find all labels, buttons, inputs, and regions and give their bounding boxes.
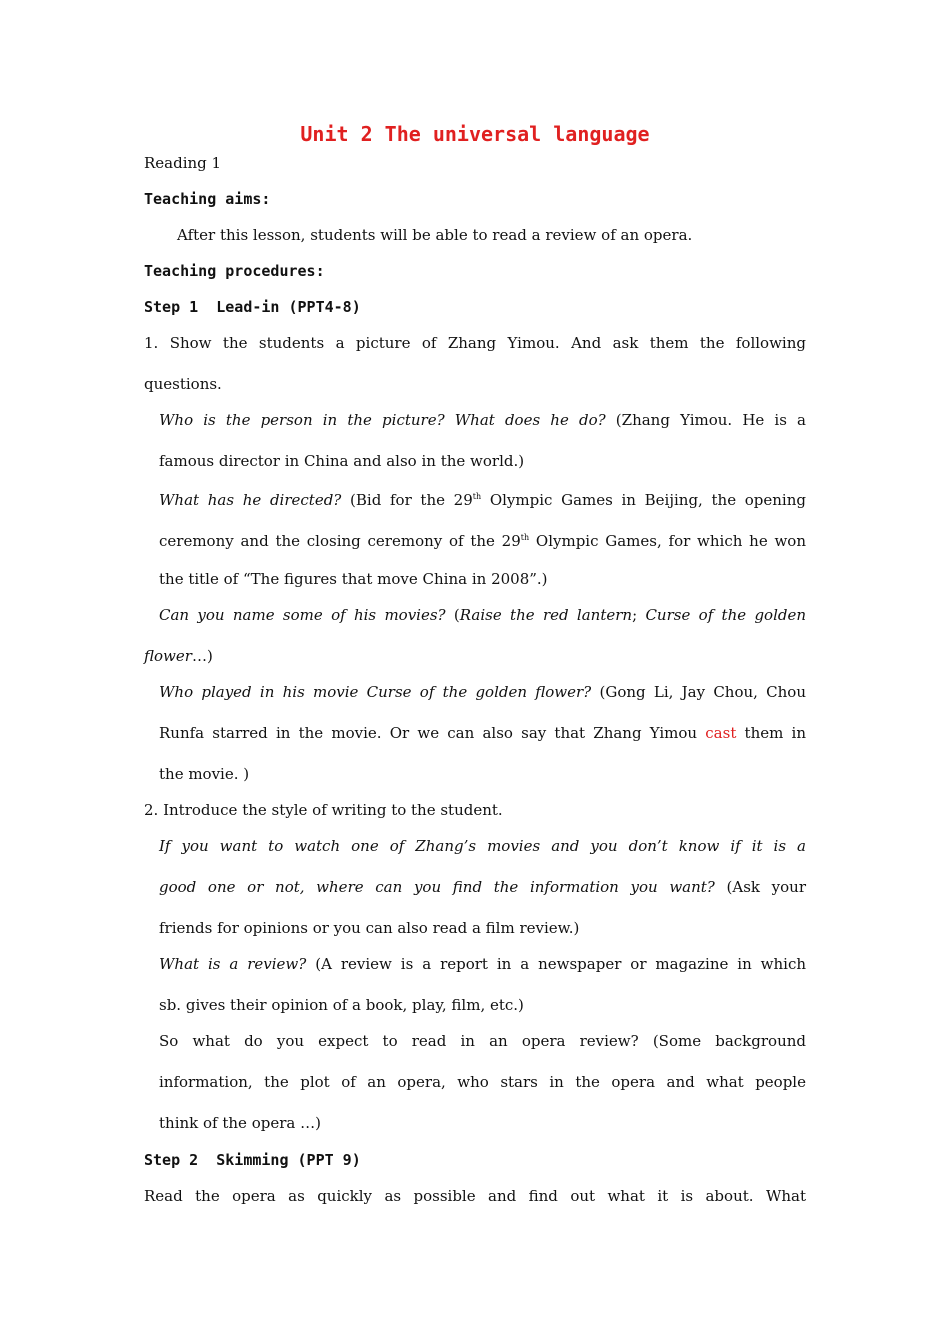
q5-line1: If you want to watch one of Zhang’s movies and you don’t know if it is a xyxy=(159,837,806,855)
q1-line2: famous director in China and also in the world.) xyxy=(159,452,525,470)
subtitle: Reading 1 xyxy=(144,154,222,172)
q6-answer-a: (A review is a report in a newspaper or magazine in which xyxy=(306,955,807,973)
q3-close: …) xyxy=(191,647,213,665)
ordinal-sup: th xyxy=(520,533,530,542)
ordinal-sup: th xyxy=(472,492,482,501)
q4-answer-a: (Gong Li, Jay Chou, Chou xyxy=(591,683,806,701)
q3-question: Can you name some of his movies? xyxy=(159,606,446,624)
step2-heading: Step 2 Skimming (PPT 9) xyxy=(144,1151,361,1169)
q1-question: Who is the person in the picture? What does he do? xyxy=(159,411,606,429)
q2-answer-c: ceremony and the closing ceremony of the 29 xyxy=(159,532,521,550)
procedures-heading: Teaching procedures: xyxy=(144,262,325,280)
q6-question: What is a review? xyxy=(159,955,307,973)
q2-answer-b: Olympic Games in Beijing, the opening xyxy=(481,491,806,509)
q5-line3: friends for opinions or you can also read a film review.) xyxy=(159,919,580,937)
q2-line1 xyxy=(159,487,806,510)
q4-line2 xyxy=(159,723,806,743)
q5-question: good one or not, where can you find the information you want? xyxy=(159,878,715,896)
q1-line1 xyxy=(159,410,806,430)
q2-line3: the title of “The figures that move China in 2008”.) xyxy=(159,570,548,588)
q7-line2: information, the plot of an opera, who stars in the opera and what people xyxy=(159,1073,806,1091)
q3-separator: ; xyxy=(632,606,646,624)
item2: 2. Introduce the style of writing to the student. xyxy=(144,801,503,819)
q7-line1: So what do you expect to read in an opera review? (Some background xyxy=(159,1032,806,1050)
q2-answer-a: (Bid for the 29 xyxy=(341,491,473,509)
q4-question: Who played in his movie Curse of the golden flower? xyxy=(159,683,592,701)
item1-line1: 1. Show the students a picture of Zhang Yimou. And ask them the following xyxy=(144,334,806,352)
q6-line2: sb. gives their opinion of a book, play, film, etc.) xyxy=(159,996,524,1014)
q7-line3: think of the opera …) xyxy=(159,1114,321,1132)
aims-text: After this lesson, students will be able to read a review of an opera. xyxy=(177,226,693,244)
q5-answer-a: (Ask your xyxy=(714,878,806,896)
q1-answer-part1: (Zhang Yimou. He is a xyxy=(605,411,806,429)
item1-line2: questions. xyxy=(144,375,222,393)
q2-answer-d: Olympic Games, for which he won xyxy=(529,532,806,550)
step2-text: Read the opera as quickly as possible and find out what it is about. What xyxy=(144,1187,806,1205)
movie-title: Raise the red lantern xyxy=(459,606,633,624)
q4-answer-c: them in xyxy=(736,724,806,742)
q4-line3: the movie. ) xyxy=(159,765,250,783)
q3-paren: ( xyxy=(445,606,460,624)
q2-question: What has he directed? xyxy=(159,491,342,509)
q4-line1 xyxy=(159,682,806,702)
q3-line2 xyxy=(144,646,806,666)
q2-line2 xyxy=(159,528,806,551)
teaching-aims-heading: Teaching aims: xyxy=(144,190,271,208)
page-title: Unit 2 The universal language xyxy=(300,122,650,146)
movie-title: flower xyxy=(144,647,192,665)
q3-line1 xyxy=(159,605,806,625)
highlight-word-cast: cast xyxy=(705,724,737,742)
q5-line2 xyxy=(159,877,806,897)
step1-heading: Step 1 Lead-in (PPT4-8) xyxy=(144,298,361,316)
movie-title: Curse of the golden xyxy=(645,606,807,624)
q4-answer-b: Runfa starred in the movie. Or we can also say that Zhang Yimou xyxy=(159,724,706,742)
q6-line1 xyxy=(159,954,806,974)
